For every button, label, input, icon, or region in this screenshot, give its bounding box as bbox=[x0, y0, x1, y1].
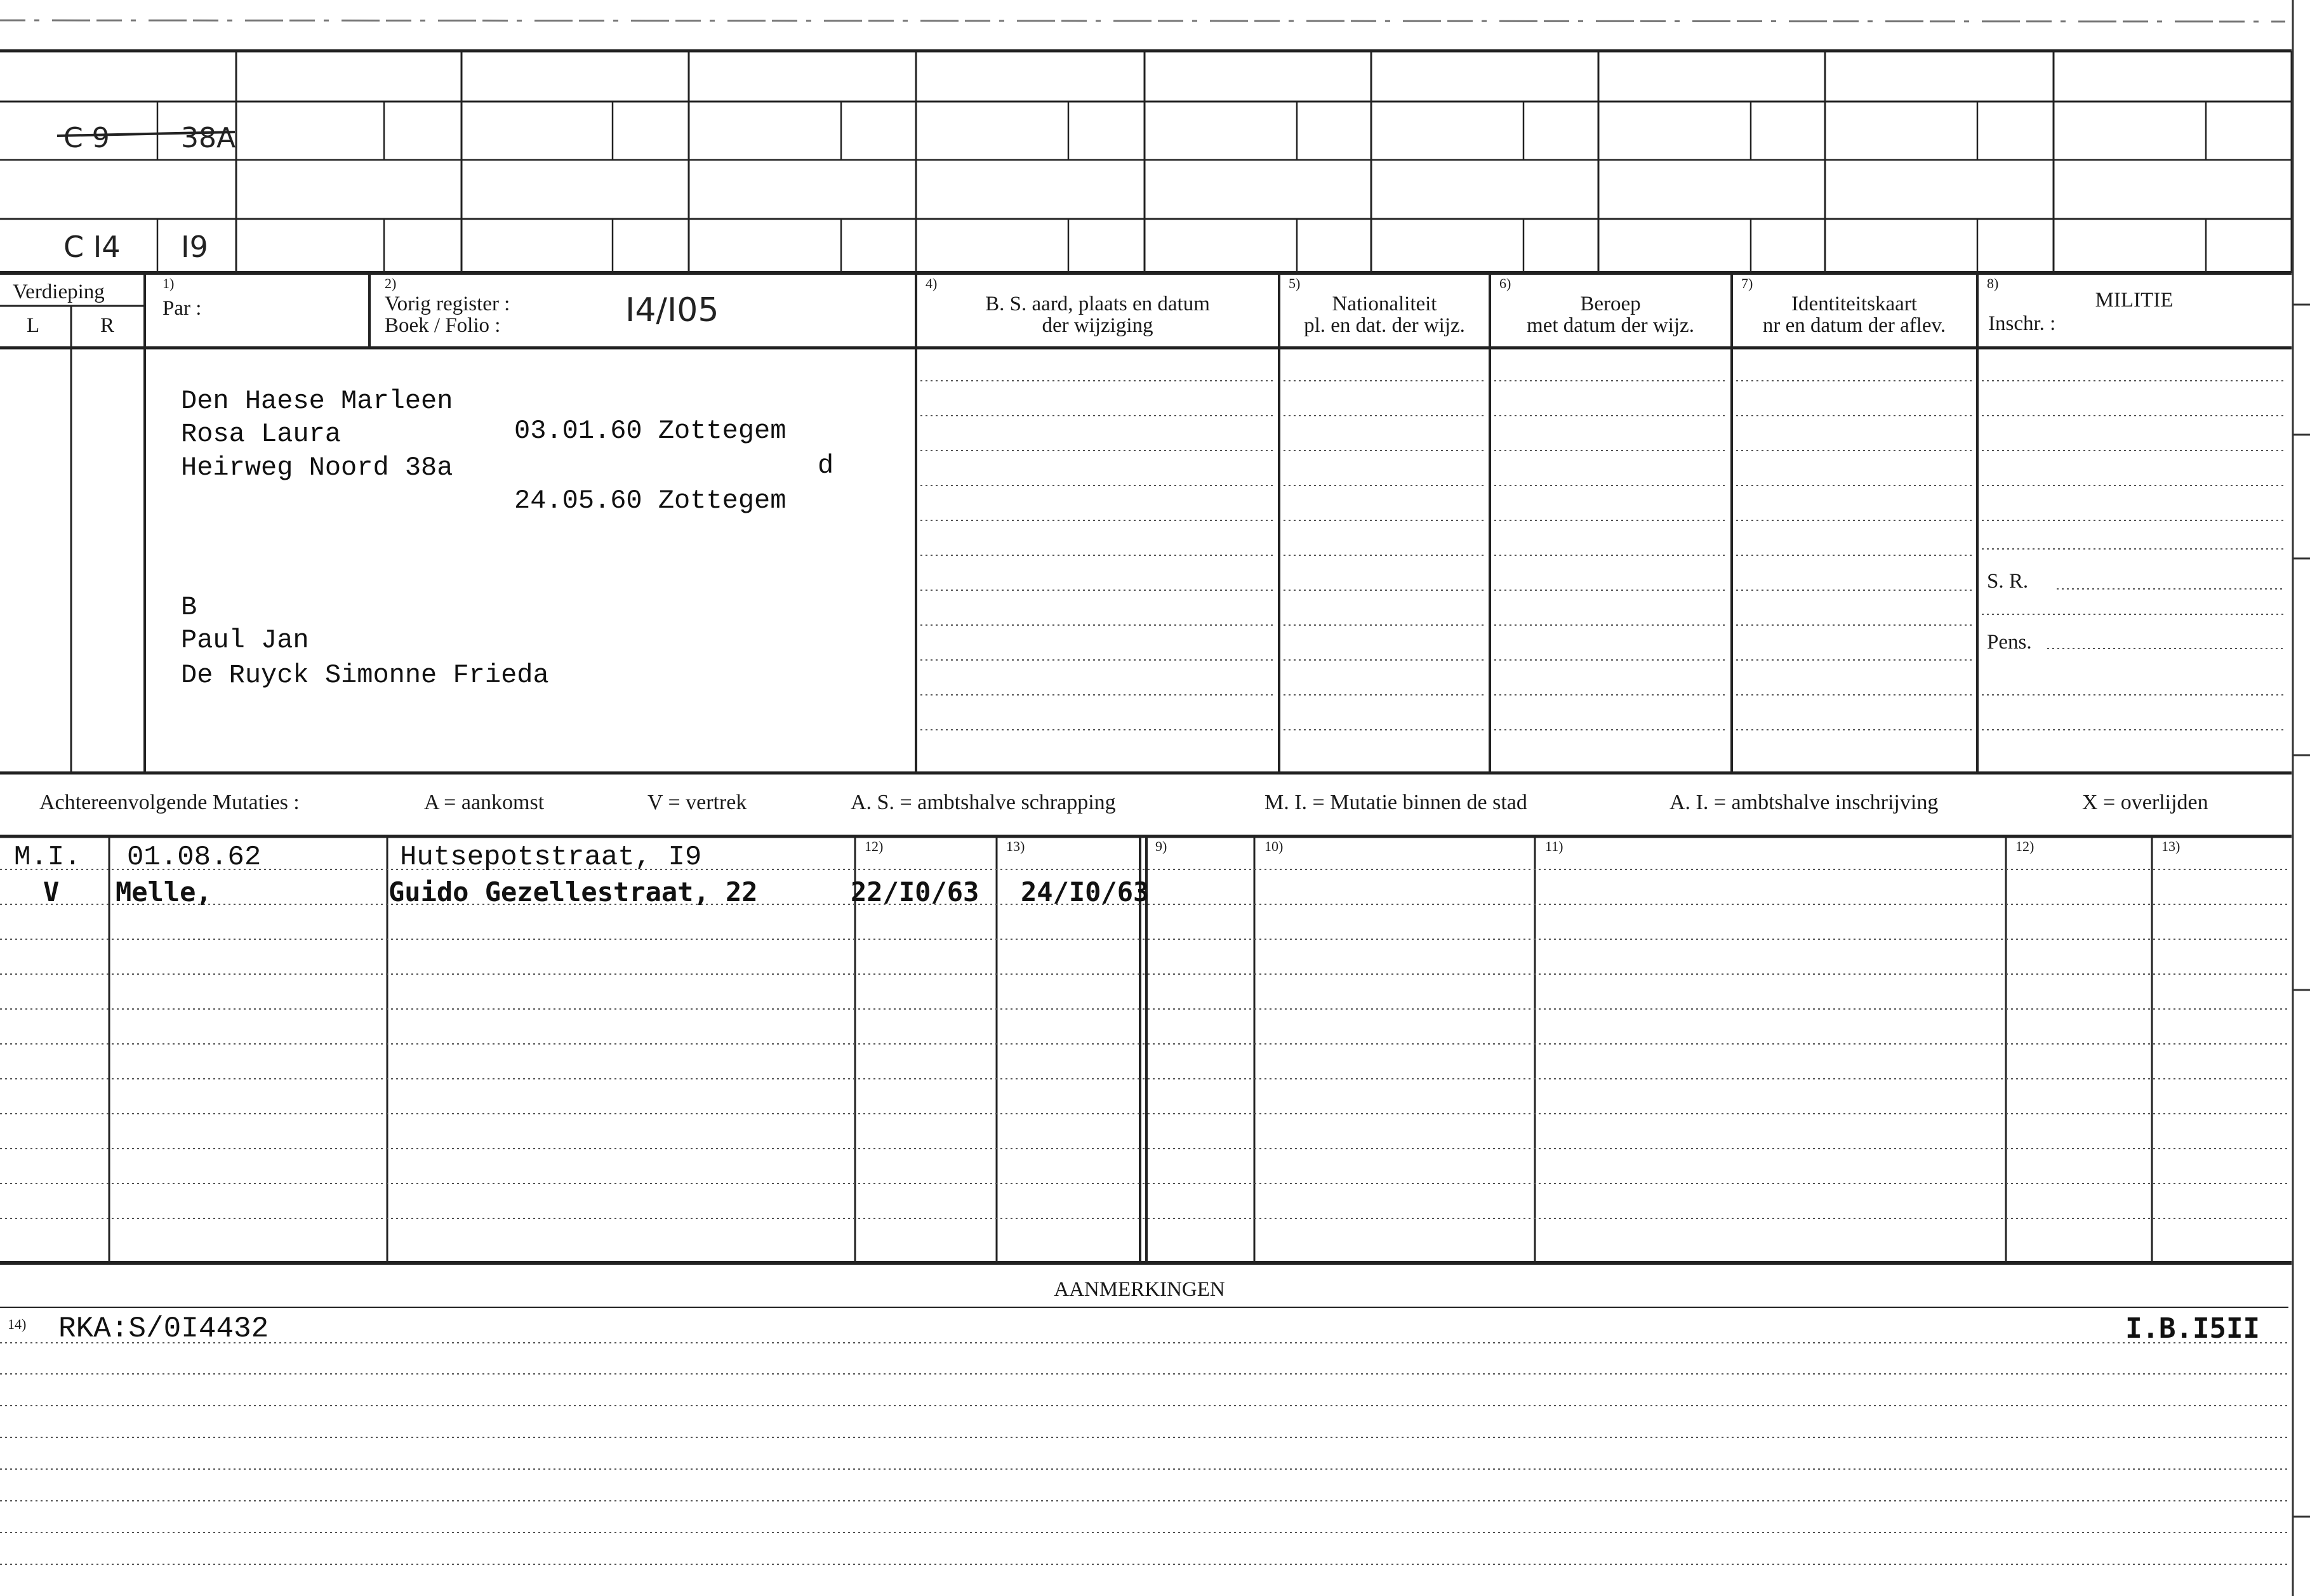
legend-x: X = overlijden bbox=[2082, 791, 2208, 814]
parents-letter: B bbox=[181, 592, 197, 623]
legend-title: Achtereenvolgende Mutaties : bbox=[39, 791, 300, 814]
edge-ticks bbox=[2293, 0, 2310, 1596]
pens-label: Pens. bbox=[1987, 631, 2032, 654]
code-1-left: C 9 bbox=[63, 122, 110, 154]
marital-letter: d bbox=[818, 451, 834, 481]
mutation-row-2 bbox=[43, 876, 1149, 907]
col7-heading-2: nr en datum der aflev. bbox=[1762, 314, 1946, 337]
col7-number: 7) bbox=[1741, 275, 1753, 291]
col5-number: 5) bbox=[1289, 275, 1301, 291]
col4-lines bbox=[920, 381, 1275, 730]
name-line-2: Rosa Laura bbox=[181, 419, 342, 449]
r-label: R bbox=[100, 314, 115, 337]
mutation-date-2: 24/I0/63 bbox=[1021, 876, 1150, 907]
col13-number-right: 13) bbox=[2161, 838, 2181, 854]
code-2-left: C I4 bbox=[63, 230, 121, 264]
remarks-section bbox=[0, 1278, 2288, 1564]
sr-label: S. R. bbox=[1987, 570, 2029, 593]
col1-number: 1) bbox=[163, 275, 175, 291]
col6-number: 6) bbox=[1499, 275, 1511, 291]
inschr-label: Inschr. : bbox=[1988, 312, 2056, 335]
mutation-street: Hutsepotstraat, I9 bbox=[400, 841, 702, 873]
code-grid bbox=[0, 51, 2292, 273]
second-date-place: 24.05.60 Zottegem bbox=[514, 485, 787, 516]
l-label: L bbox=[27, 314, 40, 337]
code-2-right: I9 bbox=[181, 230, 208, 264]
boek-folio-label: Boek / Folio : bbox=[385, 314, 501, 337]
mutation-type: M.I. bbox=[14, 841, 81, 873]
mother-name: De Ruyck Simonne Frieda bbox=[181, 660, 549, 690]
col5-heading-1: Nationaliteit bbox=[1332, 293, 1437, 315]
col9-number: 9) bbox=[1155, 838, 1167, 854]
remarks-text: RKA:S/0I4432 bbox=[58, 1312, 269, 1345]
remarks-title: AANMERKINGEN bbox=[1054, 1278, 1225, 1301]
code-row-2 bbox=[63, 230, 208, 264]
col12-number-right: 12) bbox=[2015, 838, 2035, 854]
address-line: Heirweg Noord 38a bbox=[181, 452, 453, 483]
boek-folio-value: I4/I05 bbox=[625, 291, 719, 329]
col14-number: 14) bbox=[8, 1316, 27, 1332]
col12-number-left: 12) bbox=[865, 838, 884, 854]
col6-heading-2: met datum der wijz. bbox=[1527, 314, 1694, 337]
col5-heading-2: pl. en dat. der wijz. bbox=[1304, 314, 1465, 337]
col10-number: 10) bbox=[1265, 838, 1284, 854]
person-data bbox=[181, 386, 833, 690]
mutations-column-numbers bbox=[865, 838, 2180, 854]
legend-mi: M. I. = Mutatie binnen de stad bbox=[1265, 791, 1527, 814]
header-row bbox=[0, 273, 2292, 773]
col11-number: 11) bbox=[1545, 838, 1563, 854]
header-labels bbox=[13, 275, 2173, 337]
par-label: Par : bbox=[163, 297, 202, 320]
col5-lines bbox=[1284, 381, 1485, 730]
entry-lines bbox=[920, 381, 2285, 730]
col7-lines bbox=[1736, 381, 1973, 730]
legend-ai: A. I. = ambtshalve inschrijving bbox=[1669, 791, 1939, 814]
militie-heading: MILITIE bbox=[2095, 289, 2174, 312]
code-1-right: 38A bbox=[181, 122, 236, 154]
legend-as: A. S. = ambtshalve schrapping bbox=[851, 791, 1116, 814]
mutations-legend bbox=[39, 791, 2208, 814]
col7-heading-1: Identiteitskaart bbox=[1791, 293, 1917, 315]
col2-number: 2) bbox=[385, 275, 397, 291]
col4-heading-1: B. S. aard, plaats en datum bbox=[985, 293, 1210, 315]
verdieping-label: Verdieping bbox=[13, 280, 105, 303]
name-line-1: Den Haese Marleen bbox=[181, 386, 453, 416]
mutation-row-1 bbox=[14, 841, 701, 873]
mutation-type: V bbox=[43, 876, 60, 907]
col4-heading-2: der wijziging bbox=[1042, 314, 1153, 337]
col13-number-left: 13) bbox=[1006, 838, 1025, 854]
col4-number: 4) bbox=[926, 275, 938, 291]
scan-edge-noise bbox=[0, 20, 2285, 22]
legend-v: V = vertrek bbox=[647, 791, 747, 814]
col8-lines bbox=[1982, 381, 2285, 730]
mutation-street: Guido Gezellestraat, 22 bbox=[388, 876, 758, 907]
col6-lines bbox=[1494, 381, 1727, 730]
mutation-date-1: 22/I0/63 bbox=[851, 876, 979, 907]
father-name: Paul Jan bbox=[181, 625, 309, 656]
vorig-register-label: Vorig register : bbox=[385, 293, 510, 315]
col6-heading-1: Beroep bbox=[1580, 293, 1641, 315]
mutation-place: Melle, bbox=[116, 876, 212, 907]
legend-a: A = aankomst bbox=[424, 791, 545, 814]
remarks-reference: I.B.I5II bbox=[2125, 1312, 2260, 1345]
col8-number: 8) bbox=[1987, 275, 1999, 291]
code-row-1 bbox=[57, 122, 236, 154]
birth-date-place: 03.01.60 Zottegem bbox=[514, 416, 787, 446]
mutation-place: 01.08.62 bbox=[127, 841, 262, 873]
